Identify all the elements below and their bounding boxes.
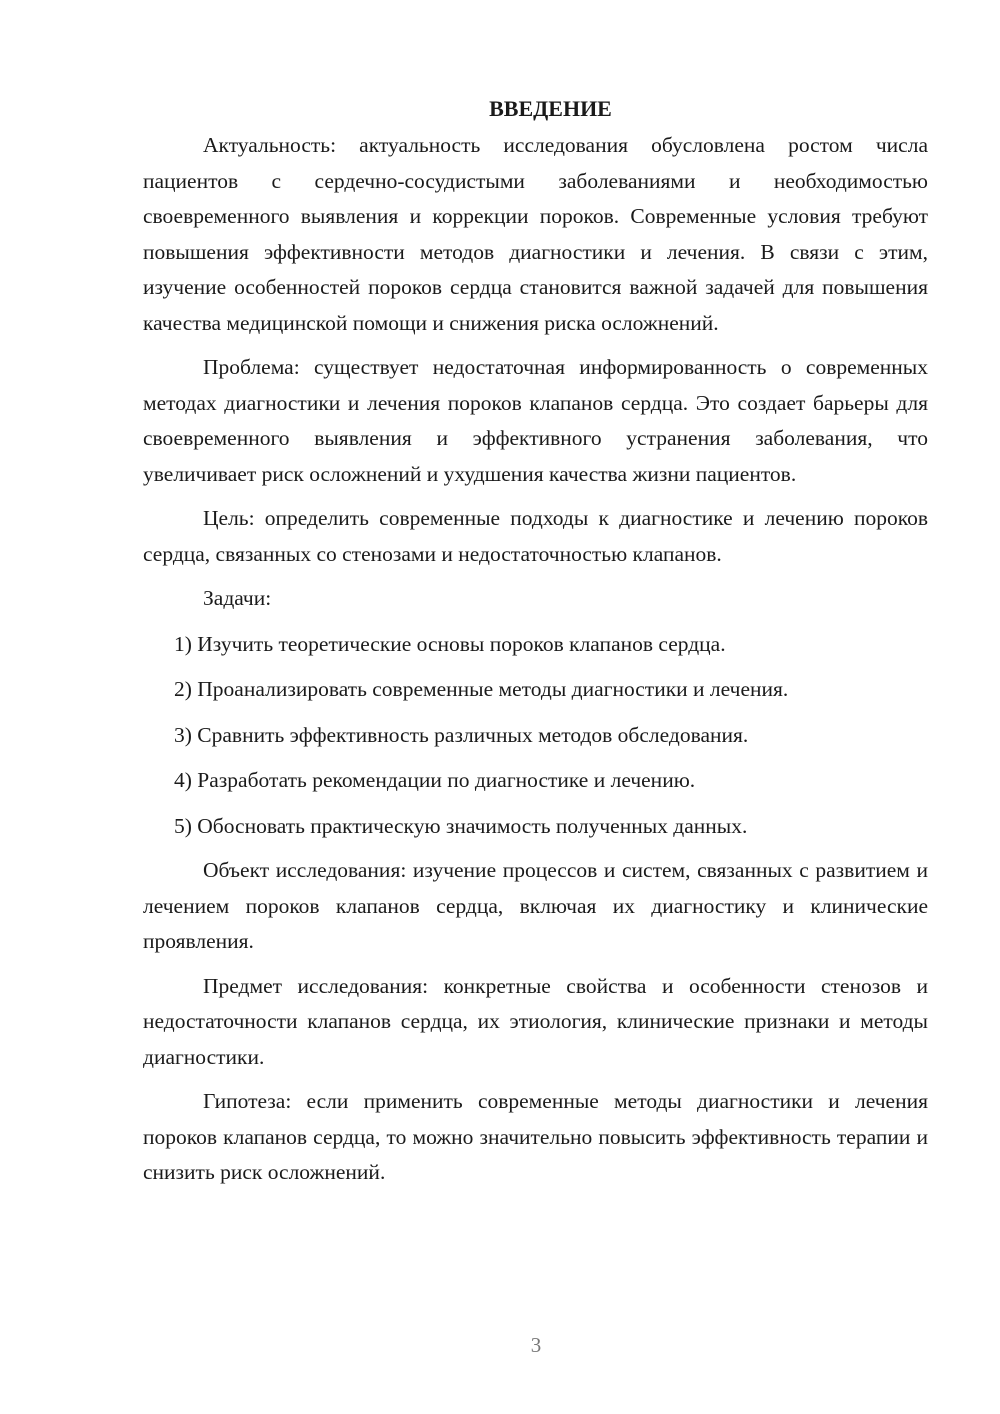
paragraph-goal: Цель: определить современные подходы к диагностике и лечению пороков сердца, связанных со стенозами и недостаточностью клапанов. — [143, 506, 928, 566]
task-item-4: 4) Разработать рекомендации по диагностике и лечению. — [174, 768, 696, 792]
task-item-3: 3) Сравнить эффективность различных методов обследования. — [174, 722, 749, 747]
section-heading: ВВЕДЕНИЕ — [489, 96, 612, 121]
task-item-2: 2) Проанализировать современные методы диагностики и лечения. — [174, 677, 789, 701]
task-item-5: 5) Обосновать практическую значимость полученных данных. — [174, 813, 748, 838]
tasks-title: Задачи: — [203, 586, 272, 610]
document-page — [143, 92, 928, 1191]
paragraph-relevance: Актуальность: актуальность исследования обусловлена ростом числа пациентов с сердечно-сосудистыми заболеваниями и необходимостью своевременного выявления и коррекции пороков. Современные условия требуют повышения эффективности методов диагностики и лечения. В связи с этим, изучение особенностей пороков сердца становится важной задачей для повышения качества медицинской помощи и снижения риска осложнений. — [143, 133, 928, 335]
paragraph-problem: Проблема: существует недостаточная информированность о современных методах диагностики и лечения пороков клапанов сердца. Это создает барьеры для своевременного выявления и эффективного устранения заболевания, что увеличивает риск осложнений и ухудшения качества жизни пациентов. — [143, 355, 928, 486]
paragraph-subject: Предмет исследования: конкретные свойства и особенности стенозов и недостаточности клапанов сердца, их этиология, клинические признаки и методы диагностики. — [143, 973, 928, 1069]
paragraph-object: Объект исследования: изучение процессов и систем, связанных с развитием и лечением пороков клапанов сердца, включая их диагностику и клинические проявления. — [143, 858, 928, 953]
page-number: 3 — [530, 1333, 542, 1357]
task-item-1: 1) Изучить теоретические основы пороков клапанов сердца. — [174, 631, 726, 656]
paragraph-hypothesis: Гипотеза: если применить современные методы диагностики и лечения пороков клапанов сердца, то можно значительно повысить эффективность терапии и снизить риск осложнений. — [143, 1089, 928, 1184]
task-list — [143, 627, 928, 845]
